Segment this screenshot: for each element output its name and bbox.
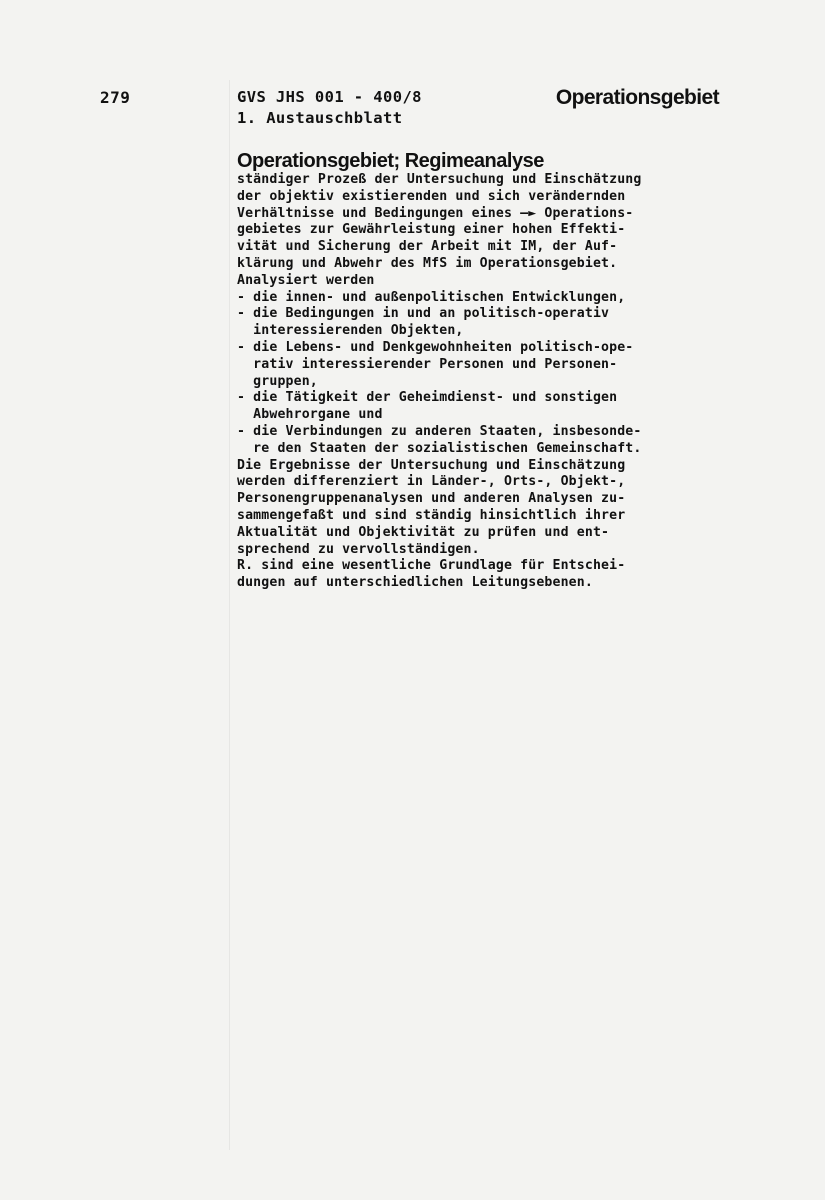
entry-line: - die Lebens- und Denkgewohnheiten politisch-ope- [237,339,634,355]
entry-line: - die Verbindungen zu anderen Staaten, insbesonde- [237,423,642,439]
entry-line: - die Tätigkeit der Geheimdienst- und sonstigen [237,390,618,406]
entry-line: vität und Sicherung der Arbeit mit IM, der Auf- [237,239,618,255]
entry-line: Abwehrorgane und [237,407,383,423]
entry-body [237,172,777,592]
entry-line: gruppen, [237,373,318,389]
page-number: 279 [100,88,131,107]
entry-line: ständiger Prozeß der Untersuchung und Einschätzung [237,172,642,187]
entry-line: gebietes zur Gewährleistung einer hohen Effekti- [237,222,626,238]
entry-line: - die Bedingungen in und an politisch-operativ [237,306,610,322]
entry-line: der objektiv existierenden und sich verändernden [237,188,626,204]
document-reference: GVS JHS 001 - 400/8 [237,88,422,106]
entry-line: R. sind eine wesentliche Grundlage für Entschei- [237,558,626,574]
entry-line: sprechend zu vervollständigen. [237,541,480,557]
document-subreference: 1. Austauschblatt [237,109,403,127]
entry-line: - die innen- und außenpolitischen Entwicklungen, [237,289,626,305]
entry-line: werden differenziert in Länder-, Orts-, Objekt-, [237,474,626,490]
entry-line: Aktualität und Objektivität zu prüfen und ent- [237,524,610,540]
entry-line: sammengefaßt und sind ständig hinsichtlich ihrer [237,507,626,523]
entry-line: Personengruppenanalysen und anderen Analysen zu- [237,491,626,507]
entry-line: dungen auf unterschiedlichen Leitungsebenen. [237,575,593,591]
running-head: Operationsgebiet [555,86,719,109]
entry-line: klärung und Abwehr des MfS im Operationsgebiet. [237,255,618,271]
entry-line: Verhältnisse und Bedingungen eines —► Operations- [237,205,634,221]
entry-line: Die Ergebnisse der Untersuchung und Einschätzung [237,457,626,473]
entry-line: rativ interessierender Personen und Personen- [237,356,618,372]
entry-title: Operationsgebiet; Regimeanalyse [237,150,544,172]
entry-line: Analysiert werden [237,272,375,288]
page-margin-line [229,80,230,1150]
entry-line: re den Staaten der sozialistischen Gemeinschaft. [237,440,642,456]
entry-line: interessierenden Objekten, [237,323,464,339]
